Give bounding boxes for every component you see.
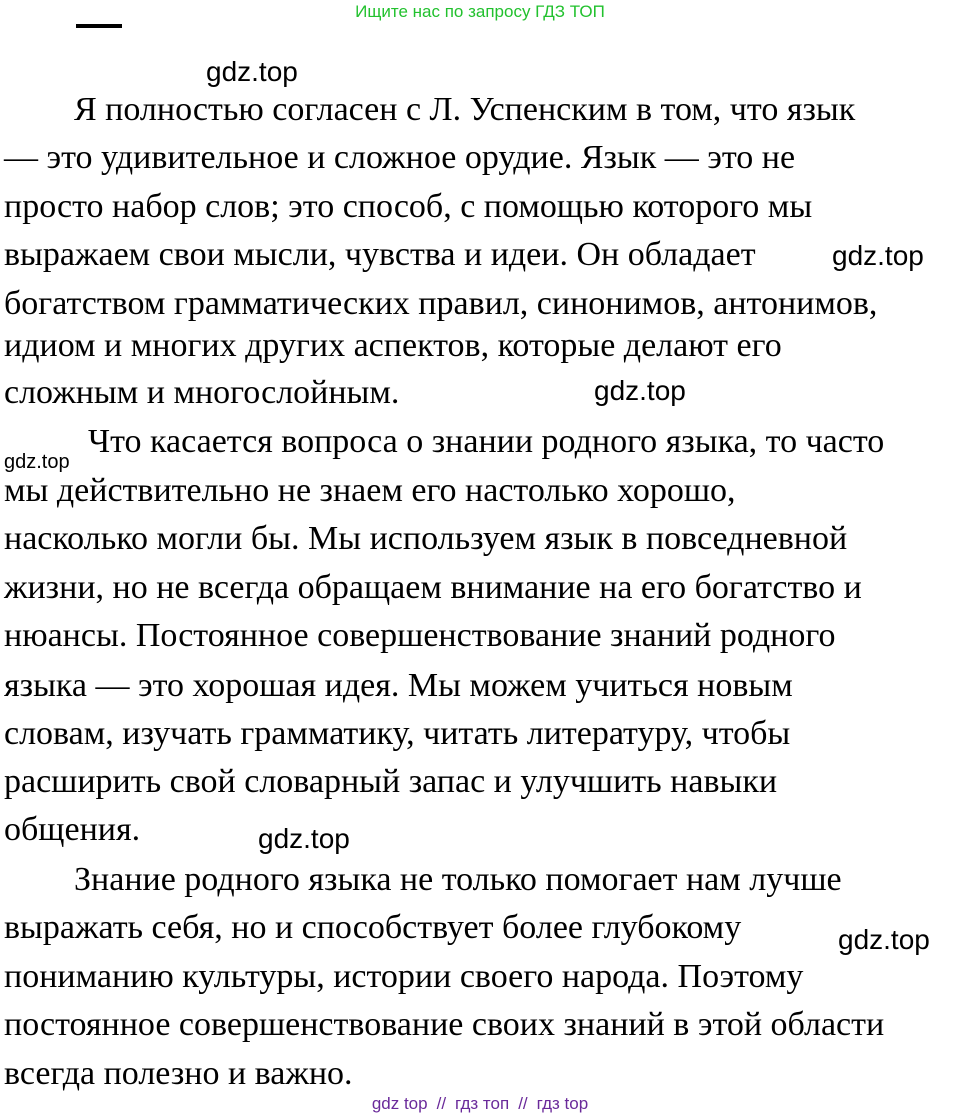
- footer-separator: //: [436, 1094, 447, 1113]
- watermark: gdz.top: [594, 375, 686, 406]
- watermark: gdz.top: [4, 451, 70, 473]
- banner-text: Ищите нас по запросу ГДЗ ТОП: [355, 2, 605, 21]
- paragraph-3-line: пониманию культуры, истории своего народа. Поэтому: [4, 958, 804, 995]
- paragraph-1-line: Я полностью согласен с Л. Успенским в том, что язык: [74, 91, 856, 128]
- footer: [0, 1093, 960, 1115]
- paragraph-3-line: всегда полезно и важно.: [4, 1055, 353, 1092]
- paragraph-3-line: выражать себя, но и способствует более глубокому: [4, 909, 742, 946]
- paragraph-1-line: выражаем свои мысли, чувства и идеи. Он обладает: [4, 236, 756, 273]
- paragraph-2-line: словам, изучать грамматику, читать литературу, чтобы: [4, 715, 791, 752]
- top-banner: [0, 1, 960, 23]
- paragraph-2-line: насколько могли бы. Мы используем язык в повседневной: [4, 520, 848, 557]
- decorative-dash: [76, 24, 122, 28]
- paragraph-3-line: Знание родного языка не только помогает нам лучше: [74, 861, 842, 898]
- footer-link-gdz-top-mixed[interactable]: гдз top: [536, 1094, 589, 1113]
- paragraph-2-line: языка — это хорошая идея. Мы можем учиться новым: [4, 667, 793, 704]
- watermark: gdz.top: [258, 823, 350, 854]
- watermark: gdz.top: [206, 56, 298, 87]
- footer-separator: //: [518, 1094, 528, 1113]
- paragraph-2-line: Что касается вопроса о знании родного языка, то часто: [88, 423, 885, 460]
- paragraph-2-line: мы действительно не знаем его настолько хорошо,: [4, 472, 736, 509]
- footer-link-gdz-top-cyrillic[interactable]: гдз топ: [455, 1094, 510, 1113]
- paragraph-1-line: богатством грамматических правил, синонимов, антонимов,: [4, 285, 878, 322]
- paragraph-2-line: нюансы. Постоянное совершенствование знаний родного: [4, 617, 836, 654]
- paragraph-2-line: расширить свой словарный запас и улучшить навыки: [4, 763, 778, 800]
- paragraph-1-line: просто набор слов; это способ, с помощью которого мы: [4, 188, 813, 225]
- paragraph-1-line: идиом и многих других аспектов, которые делают его: [4, 327, 782, 364]
- paragraph-2-line: общения.: [4, 811, 141, 848]
- paragraph-1-line: сложным и многослойным.: [4, 374, 400, 411]
- paragraph-1-line: — это удивительное и сложное орудие. Язык — это не: [4, 139, 796, 176]
- watermark: gdz.top: [832, 240, 924, 271]
- paragraph-3-line: постоянное совершенствование своих знаний в этой области: [4, 1006, 885, 1043]
- paragraph-2-line: жизни, но не всегда обращаем внимание на его богатство и: [4, 569, 862, 606]
- watermark: gdz.top: [838, 924, 930, 955]
- footer-link-gdz-top[interactable]: gdz top: [371, 1094, 428, 1113]
